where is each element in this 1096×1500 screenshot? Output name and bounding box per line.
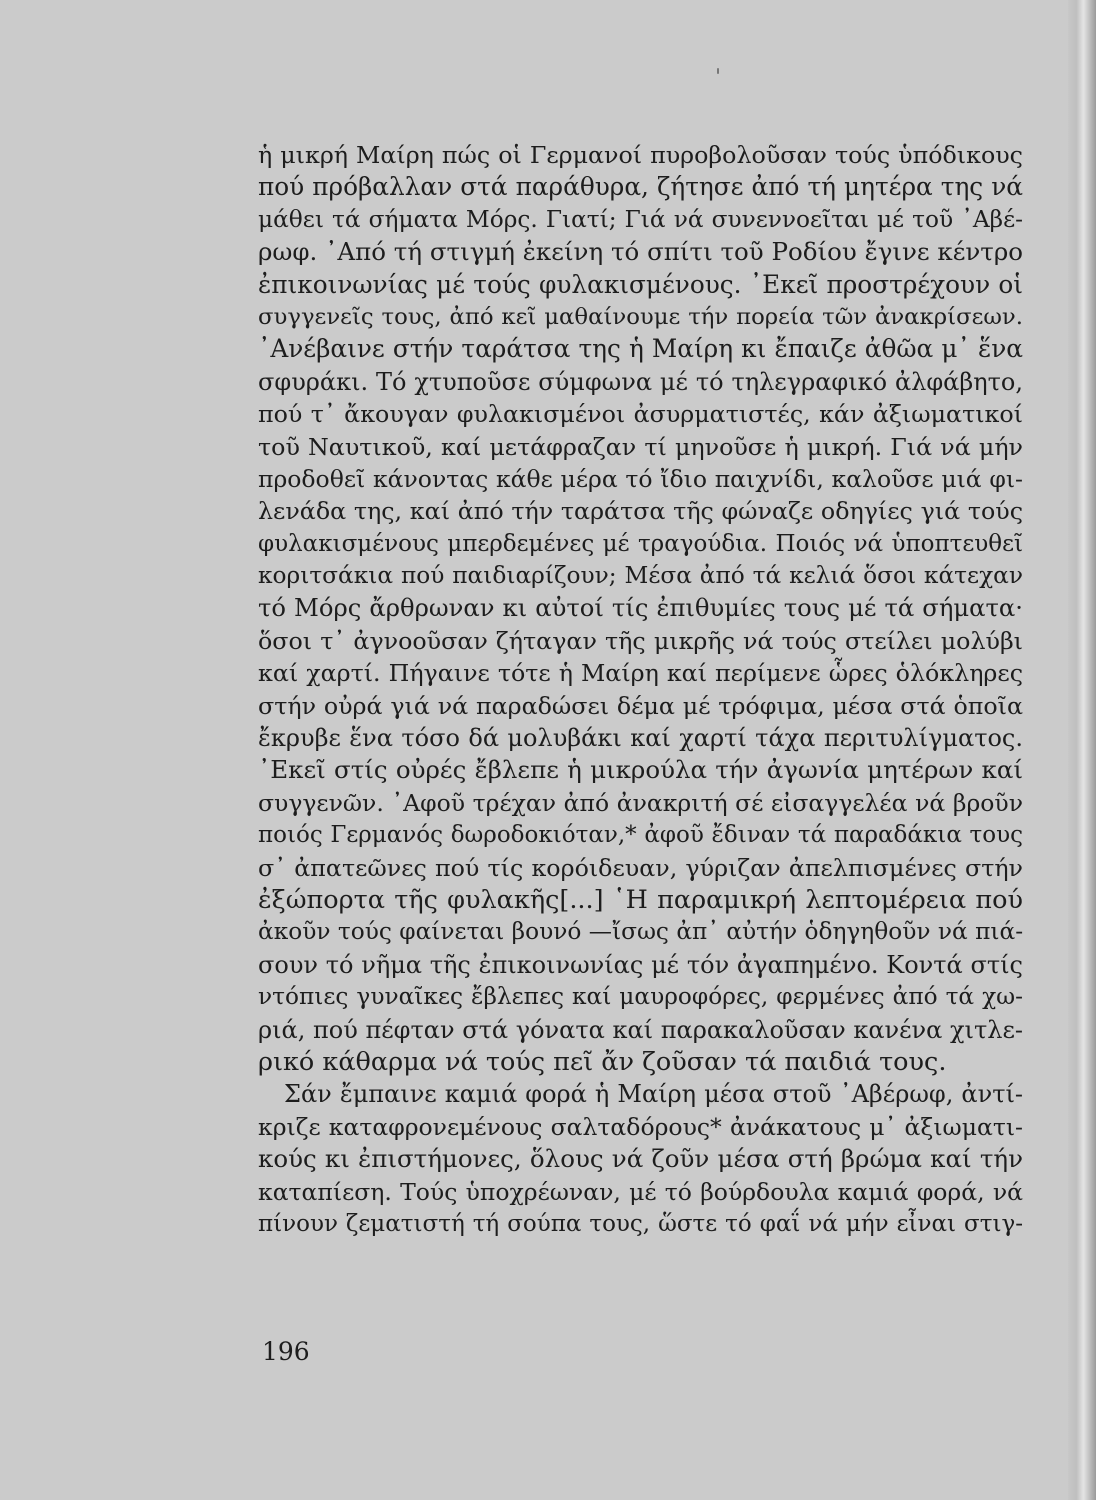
- text-line: τό Μόρς ἄρθρωναν κι αὐτοί τίς ἐπιθυμίες τους μέ τά σήματα·: [258, 593, 1023, 623]
- text-line: ντόπιες γυναῖκες ἔβλεπες καί μαυροφόρες, φερμένες ἀπό τά χω-: [258, 983, 1023, 1011]
- text-line: καταπίεση. Τούς ὑποχρέωναν, μέ τό βούρδουλα καμιά φορά, νά: [258, 1177, 1023, 1206]
- text-line: καί χαρτί. Πήγαινε τότε ἡ Μαίρη καί περίμενε ὧρες ὁλόκληρες: [258, 659, 1023, 688]
- text-line: συγγενῶν. ᾿Αφοῦ τρέχαν ἀπό ἀνακριτή σέ εἰσαγγελέα νά βροῦν: [258, 788, 1023, 817]
- text-line: ἐπικοινωνίας μέ τούς φυλακισμένους. ᾿Εκεῖ προστρέχουν οἱ: [258, 269, 1023, 299]
- text-line: κοριτσάκια πού παιδιαρίζουν; Μέσα ἀπό τά κελιά ὅσοι κάτεχαν: [258, 562, 1023, 590]
- text-line: σουν τό νῆμα τῆς ἐπικοινωνίας μέ τόν ἀγαπημένο. Κοντά στίς: [258, 950, 1023, 979]
- text-line: ἀκοῦν τούς φαίνεται βουνό —ἴσως ἀπ᾿ αὐτήν ὁδηγηθοῦν νά πιά-: [258, 918, 1024, 946]
- text-line: ᾿Εκεῖ στίς οὐρές ἔβλεπε ἡ μικρούλα τήν ἀγωνία μητέρων καί: [258, 755, 1023, 785]
- text-line: ριά, πού πέφταν στά γόνατα καί παρακαλοῦσαν κανένα χιτλε-: [258, 1015, 1023, 1044]
- text-line: σ᾿ ἀπατεῶνες πού τίς κορόιδευαν, γύριζαν ἀπελπισμένες στήν: [258, 853, 1023, 882]
- text-line: ποιός Γερμανός δωροδοκιόταν,* ἀφοῦ ἔδιναν τά παραδάκια τους: [258, 822, 1023, 849]
- text-line: πού πρόβαλλαν στά παράθυρα, ζήτησε ἀπό τή μητέρα της νά: [258, 172, 1023, 202]
- page-edge-shadow: [1068, 0, 1096, 1500]
- text-line: σφυράκι. Τό χτυποῦσε σύμφωνα μέ τό τηλεγραφικό ἀλφάβητο,: [258, 367, 1023, 396]
- text-line: ἡ μικρή Μαίρη πώς οἱ Γερμανοί πυροβολοῦσαν τούς ὑπόδικους: [258, 141, 1023, 169]
- text-line: τοῦ Ναυτικοῦ, καί μετάφραζαν τί μηνοῦσε ἡ μικρή. Γιά νά μήν: [258, 432, 1023, 461]
- text-line: ἐξώπορτα τῆς φυλακῆς[...] ῾Η παραμικρή λεπτομέρεια πού: [258, 884, 1023, 915]
- text-line: στήν οὐρά γιά νά παραδώσει δέμα μέ τρόφιμα, μέσα στά ὁποῖα: [258, 691, 1023, 720]
- text-line: κριζε καταφρονεμένους σαλταδόρους* ἀνάκατους μ᾿ ἀξιωματι-: [258, 1112, 1023, 1141]
- text-line: ρικό κάθαρμα νά τούς πεῖ ἄν ζοῦσαν τά παιδιά τους.: [258, 1046, 947, 1077]
- text-line: μάθει τά σήματα Μόρς. Γιατί; Γιά νά συνεννοεῖται μέ τοῦ ᾿Αβέ-: [258, 205, 1023, 233]
- text-line: ᾿Ανέβαινε στήν ταράτσα της ἡ Μαίρη κι ἔπαιζε ἀθῶα μ᾿ ἕνα: [258, 334, 1023, 364]
- scan-speck: [717, 68, 719, 74]
- text-line: ἔκρυβε ἕνα τόσο δά μολυβάκι καί χαρτί τάχα περιτυλίγματος.: [258, 724, 1023, 753]
- text-line: πού τ᾿ ἄκουγαν φυλακισμένοι ἀσυρματιστές, κάν ἀξιωματικοί: [258, 400, 1023, 429]
- body-text: [258, 139, 1023, 1240]
- text-line: Σάν ἔμπαινε καμιά φορά ἡ Μαίρη μέσα στοῦ ᾿Αβέρωφ, ἀντί-: [284, 1080, 1023, 1109]
- text-line: λενάδα της, καί ἀπό τήν ταράτσα τῆς φώναζε οδηγίες γιά τούς: [258, 497, 1023, 526]
- text-line: συγγενεῖς τους, ἀπό κεῖ μαθαίνουμε τήν πορεία τῶν ἀνακρίσεων.: [258, 303, 1023, 330]
- text-line: πίνουν ζεματιστή τή σούπα τους, ὥστε τό φαΐ νά μήν εἶναι στιγ-: [258, 1210, 1023, 1237]
- text-line: φυλακισμένους μπερδεμένες μέ τραγούδια. Ποιός νά ὑποπτευθεῖ: [258, 530, 1023, 557]
- text-line: ρωφ. ᾿Από τή στιγμή ἐκείνη τό σπίτι τοῦ Ροδίου ἔγινε κέντρο: [258, 237, 1023, 267]
- text-line: κούς κι ἐπιστήμονες, ὅλους νά ζοῦν μέσα στή βρώμα καί τήν: [258, 1144, 1023, 1174]
- text-line: προδοθεῖ κάνοντας κάθε μέρα τό ἴδιο παιχνίδι, καλοῦσε μιά φι-: [258, 464, 1023, 493]
- text-line: ὅσοι τ᾿ ἀγνοοῦσαν ζήταγαν τῆς μικρῆς νά τούς στείλει μολύβι: [258, 626, 1023, 655]
- page-number: 196: [262, 1337, 310, 1366]
